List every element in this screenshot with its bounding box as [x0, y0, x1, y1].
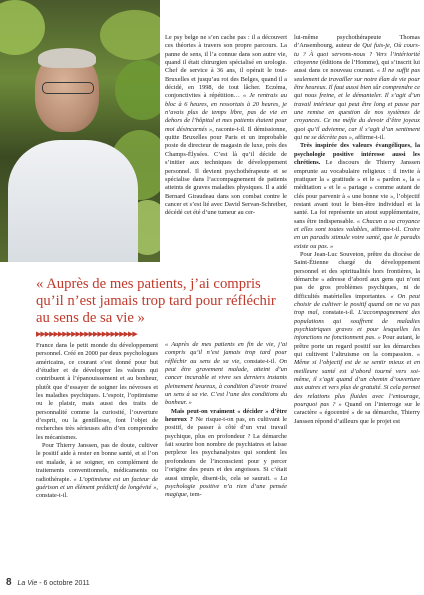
shirt-shape	[8, 140, 138, 262]
foliage-shape	[0, 0, 45, 55]
article-column-bottom-left	[36, 342, 158, 570]
quote-run: « Même si l’objectif est de se sentir mieux et en meilleure santé est d’abord tourné vers soi-même, il s’agit quand d’un chemin d’ouverture aux autres et vers plus de gratuité. Si cela permet des relations plus fluides avec l’entourage, pourquoi pas ? »	[294, 351, 420, 409]
text-run: Ne risque-t-on pas, en cultivant le positif, de passer à côté d’un vrai travail psychique, plus en profondeur ? La démarche fait sourire bon nombre de psychiatres et laisse perplexe les psychanalystes qui sondent les profondeurs de l’inconscient pour y percer l’origine des peurs et des angoisses. Si c’était aussi simple, disent-ils, cela se saurait.	[165, 416, 287, 482]
pull-quote: « Auprès de mes patients, j’ai compris qu’il n’est jamais trop tard pour réfléchir au sens de sa vie »	[36, 276, 286, 327]
triangle-divider-icon: ▶▶▶▶▶▶▶▶▶▶▶▶▶▶▶▶▶▶▶▶▶▶▶	[36, 330, 137, 338]
glasses-shape	[42, 82, 94, 94]
quote-run: « Chacun a sa croyance et elles sont toutes valables	[294, 217, 420, 233]
text-run: , affirme-t-il.	[367, 225, 404, 233]
paragraph	[294, 142, 420, 250]
paragraph	[165, 341, 287, 408]
article-column-right	[294, 34, 420, 570]
portrait-photo	[0, 0, 160, 262]
paragraph	[294, 34, 420, 142]
text-run: , tem-	[186, 491, 202, 499]
paragraph	[165, 408, 287, 500]
lead-in: Mais peut-on vraiment « décider » d’être heureux ?	[165, 407, 287, 424]
foliage-shape	[115, 60, 160, 120]
quote-run: « On peut choisir de cultiver le positif quand on ne va pas trop mal	[294, 292, 420, 317]
paragraph	[165, 34, 287, 218]
quote-run: L’accompagnement des populations qui souffrent de maladies psychiatriques graves et pour lesquelles les injonctions ne fonctionnent pas. »	[294, 309, 420, 342]
text-run: (éditions de l’Homme), qui s’inscrit lui aussi dans ce nouveau courant.	[294, 59, 420, 75]
quote-run: On peut être gravement malade, atteint d’un cancer incurable et vivre ses derniers instants pleinement heureux, à condition d’avoir trouvé un sens à sa vie. C’est l’une des conditions du bonheur. »	[165, 357, 287, 407]
paragraph	[36, 442, 158, 500]
publication-name: La Vie	[17, 580, 38, 587]
text-run: Pour Jean-Luc Souveton, prêtre du diocèse de Saint-Étienne chargé du développement personnel et des spiritualités hors frontières, la démarche « adresse d’abord aux gens qui n’ont pas de gros problèmes psychiques, ni de difficultés matérielles importantes.	[294, 250, 420, 300]
text-run: , affirme-t-il.	[351, 134, 385, 142]
text-run: Pour autant, le prêtre porte un regard positif sur les démarches qui cultivent l’altruisme on la compassion.	[294, 334, 420, 359]
text-run: , constate-t-il.	[36, 483, 158, 500]
pull-quote-spacer	[165, 271, 287, 341]
quote-run: Qui fuis-je, Où cours-tu ? À quoi servons-nous ? Vers l’intériorité citoyenne	[294, 42, 420, 67]
page-footer	[6, 577, 90, 588]
text-run: , constate-t-il.	[239, 357, 280, 365]
lead-in: Très inspirée des valeurs évangéliques, la psychologie positive intéresse aussi les chrétiens.	[294, 142, 420, 167]
foliage-shape	[100, 10, 160, 60]
article-column-top-middle	[165, 34, 287, 270]
text-run: Pour Thierry Janssen, pas de doute, cultiver le positif aide à rester en bonne santé, et si l’on est malade, à se soigner, en complément de traitements conventionnels, médicaments ou radiothérapie.	[36, 442, 158, 483]
text-run: Le psy belge ne s’en cache pas : il a découvert ces théories à travers son propre parcours. La panne de sens, il l’a connue dans son autre vie, quand il était chirurgien spécialisé en urologie. Chef de service à 36 ans, il opérait le tout-Bruxelles et jusqu’au roi des Belges, quand il a décidé, en 1998, de tout lâcher. Eczéma, conjonctivites à répétition…	[165, 34, 287, 100]
quote-run: « L’optimisme est un facteur de guérison et un élément prédictif de longévité »	[36, 475, 158, 491]
text-run: , raconte-t-il. Il démissionne, quitte Bruxelles pour Paris et un improbable poste de directeur de magasin de luxe, près des Champs-Élysées. C’est là qu’il décide de s’initier aux techniques de développement personnel. Il devient psychothérapeute et se spécialise dans l’accompagnement de patients atteints de graves maladies physiques. Il a aidé Bernard Giraudeau dans son combat contre le cancer et s’est lié avec David Servan-Schreiber, décédé cet été d’une tumeur au cer-	[165, 125, 287, 217]
quote-run: « La psychologie positive n’a rien d’une pensée magique	[165, 474, 287, 499]
text-run: Le discours de Thierry Janssen emprunte au vocabulaire religieux : il invite à pratiquer la « gratitude » et le « pardon », la « méditation » et le « partage » comme autant de clés pour parvenir à « une bonne vie », l’objectif restant avant tout le bien-être individuel et la santé. La foi représente un atout supplémentaire, sans être indispensable.	[294, 159, 420, 225]
quote-run: « Auprès de mes patients en fin de vie, j’ai compris qu’il n’est jamais trop tard pour réfléchir au sens de sa vie	[165, 341, 287, 365]
paragraph: France dans le petit monde du développement personnel. Créé en 2000 par deux psychologues américains, ce courant s’est donné pour but d’étudier et de développer les valeurs qui contribuent à l’épanouissement et au bonheur, plutôt que d’essayer de soigner les névroses et les maladies psychiques. L’espoir, l’optimisme ou le plaisir, mais aussi des traits de personnalité comme la curiosité, l’ouverture d’esprit, ou la gentillesse, font l’objet de recherches très sérieuses afin d’en comprendre les mécanismes.	[36, 342, 158, 441]
text-run: , constate-t-il.	[317, 309, 359, 317]
quote-run: « Il ne suffit pas seulement de travailler sur notre élan de vie pour être heureux. Il faut aussi bien sûr comprendre ce qui nous freine, et le démanteler. Il s’agit d’un travail intérieur qui peut être long et passe par une remise en question de nos systèmes de croyances. Ce me méfie du devoir d’être joyeux quoi qu’il advienne, car il s’agit d’un sentiment qui ne se décrète pas »	[294, 67, 420, 142]
hair-shape	[38, 48, 96, 68]
text-run: Quand on l’interroge sur le caractère « égocentré » de sa démarche, Thierry Janssen répond d’ailleurs que le projet est	[294, 401, 420, 425]
quote-run: Croire en un paradis stimule votre santé, que le paradis existe ou pas. »	[294, 225, 420, 250]
article-column-bottom-middle	[165, 271, 287, 570]
quote-run: « Je rentrais au bloc à 6 heures, en ressortais à 20 heures, je n’avais plus de temps libre, pas de vie en dehors de l’hôpital et mes patients étaient pour moi désincarnés »	[165, 92, 287, 133]
page-number: 8	[6, 577, 12, 588]
paragraph	[294, 251, 420, 426]
text-run: lui-même psychothérapeute Thomas d’Ansembourg, auteur de	[294, 34, 420, 50]
issue-date: - 6 octobre 2011	[37, 580, 90, 587]
